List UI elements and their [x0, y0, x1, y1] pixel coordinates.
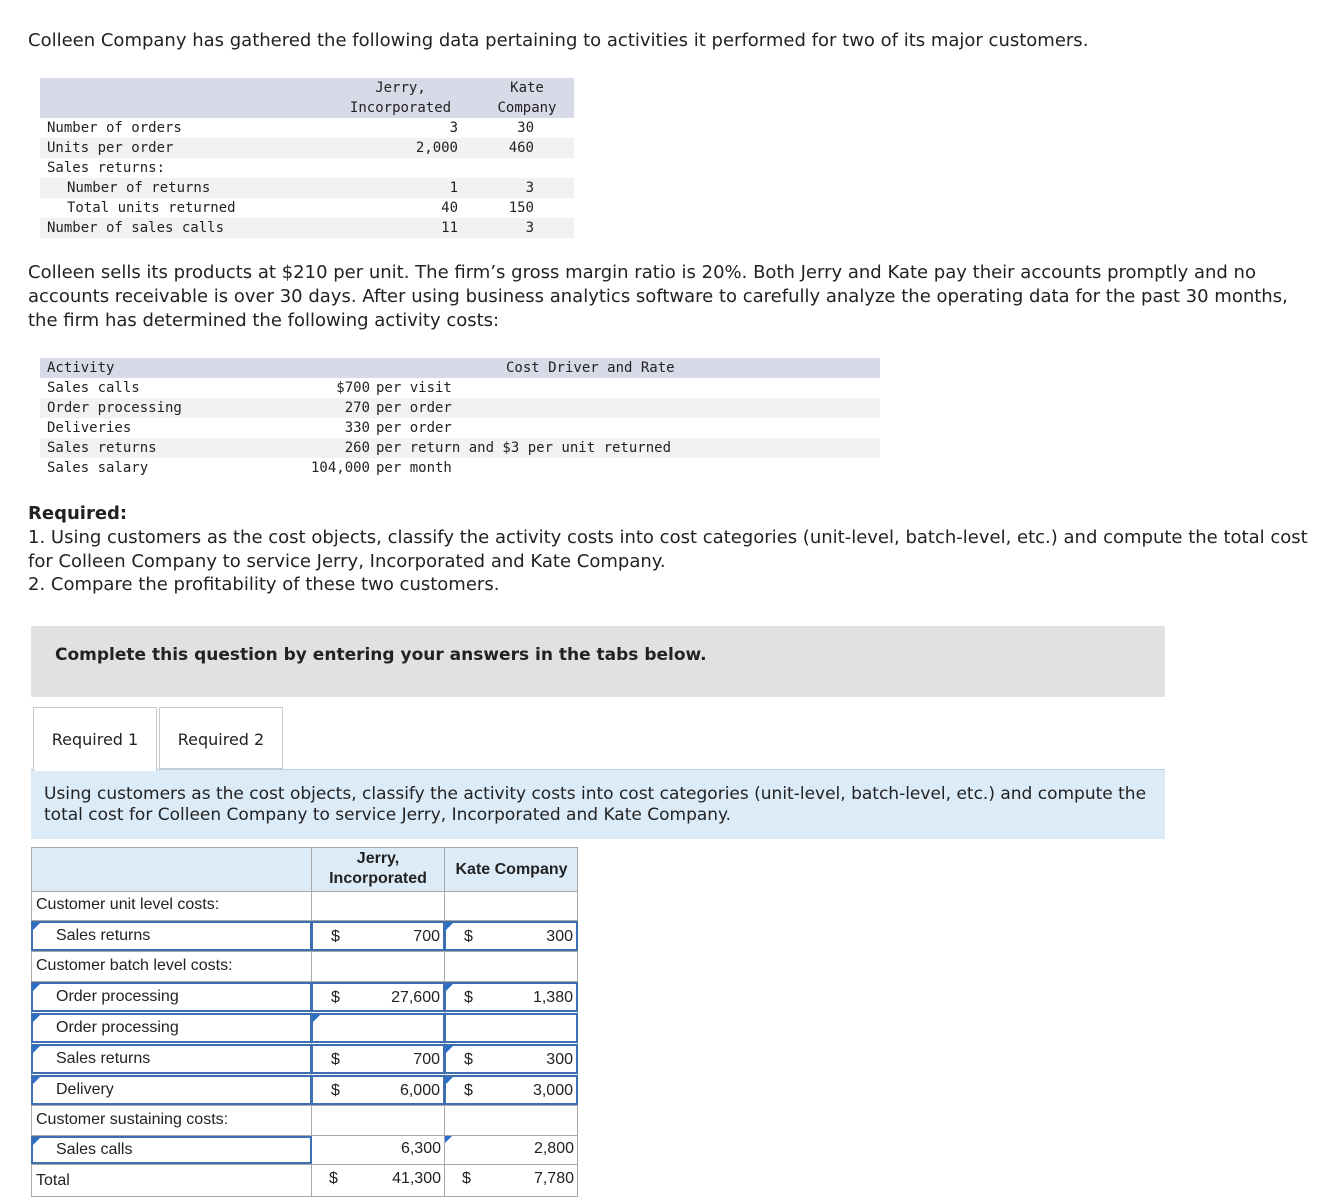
kate-input[interactable]: 2,800 [444, 1136, 578, 1164]
header-jerry: Jerry, Incorporated [349, 80, 452, 116]
total-jerry: 41,300 [392, 1170, 441, 1187]
table-row: Number of returns 1 3 [40, 178, 574, 198]
grid-row-sales-returns-unit: Sales returns $ 700 $ 300 [31, 921, 578, 951]
kate-input[interactable]: $ 3,000 [444, 1075, 578, 1105]
grid-header-kate: Kate Company [455, 861, 568, 878]
section-unit-level: Customer unit level costs: [36, 896, 220, 913]
table-row: Number of orders 3 30 [47, 120, 534, 136]
required-item-2: 2. Compare the profitability of these two customers. [28, 574, 500, 595]
table-row: Sales calls $700 per visit [47, 380, 452, 396]
answer-grid [31, 847, 578, 1197]
kate-input[interactable]: $ 300 [444, 921, 578, 951]
instruction-banner [31, 626, 1165, 697]
kate-input[interactable] [444, 1013, 578, 1043]
pricing-paragraph: Colleen sells its products at $210 per unit. The firm’s gross margin ratio is 20%. Both Jerry and Kate pay their accounts promptly and no accounts receivable is over 30 days. After using business analytics software to carefully analyze the operating data for the past 30 months, the firm has determined the following activity costs: [28, 262, 1288, 331]
table-row: Total units returned 40 150 [67, 200, 534, 216]
customer-table-header [40, 78, 574, 118]
required-item-1: 1. Using customers as the cost objects, classify the activity costs into cost categories (unit-level, batch-level, etc.) and compute the total cost for Colleen Company to service Jerry, Incorporated and Kate Company. [28, 527, 1308, 572]
grid-row-total: Total $ 41,300 $ 7,780 [31, 1165, 578, 1197]
grid-row-delivery: Delivery $ 6,000 $ 3,000 [31, 1075, 578, 1105]
total-kate: 7,780 [533, 1170, 574, 1187]
kate-input[interactable]: $ 300 [444, 1044, 578, 1074]
grid-row-order-processing-2: Order processing [31, 1013, 578, 1043]
jerry-input[interactable] [311, 1013, 445, 1043]
tab-required-2[interactable]: Required 2 [159, 707, 283, 769]
jerry-input[interactable]: $ 700 [311, 921, 445, 951]
intro-text: Colleen Company has gathered the following data pertaining to activities it performed for two of its major customers. [28, 30, 1089, 51]
customer-data-table [40, 78, 574, 238]
table-row: Sales salary 104,000 per month [47, 460, 452, 476]
header-kate: Kate Company [497, 80, 557, 116]
banner-text: Complete this question by entering your answers in the tabs below. [55, 645, 707, 665]
grid-row-order-processing: Order processing $ 27,600 $ 1,380 [31, 982, 578, 1012]
section-batch-level: Customer batch level costs: [36, 957, 233, 974]
jerry-input[interactable]: $ 27,600 [311, 982, 445, 1012]
required-heading: Required: [28, 503, 128, 524]
section-customer-sustaining: Customer sustaining costs: [36, 1111, 229, 1128]
instructions-text: Using customers as the cost objects, classify the activity costs into cost categories (unit-level, batch-level, etc.) and compute the total cost for Colleen Company to service Jerry, Incorporated and Kate Company. [44, 784, 1147, 825]
jerry-input[interactable]: 6,300 [311, 1136, 445, 1164]
grid-row-sales-returns-batch: Sales returns $ 700 $ 300 [31, 1044, 578, 1074]
table-row: Units per order 2,000 460 [40, 138, 574, 158]
jerry-input[interactable]: $ 6,000 [311, 1075, 445, 1105]
kate-input[interactable]: $ 1,380 [444, 982, 578, 1012]
tab-required-1[interactable]: Required 1 [33, 707, 157, 771]
activity-cost-table [40, 358, 880, 478]
activity-table-header: Activity Cost Driver and Rate [40, 358, 880, 378]
grid-header-jerry: Jerry, Incorporated [329, 850, 427, 887]
table-row: Sales returns: [47, 160, 166, 176]
tab-instructions [31, 769, 1165, 839]
table-row: Order processing 270 per order [40, 398, 880, 418]
table-row: Sales returns 260 per return and $3 per unit returned [40, 438, 880, 458]
table-row: Deliveries 330 per order [47, 420, 452, 436]
grid-row-sales-calls: Sales calls 6,300 2,800 [31, 1136, 578, 1164]
jerry-input[interactable]: $ 700 [311, 1044, 445, 1074]
total-label: Total [36, 1172, 70, 1189]
table-row: Number of sales calls 11 3 [40, 218, 574, 238]
